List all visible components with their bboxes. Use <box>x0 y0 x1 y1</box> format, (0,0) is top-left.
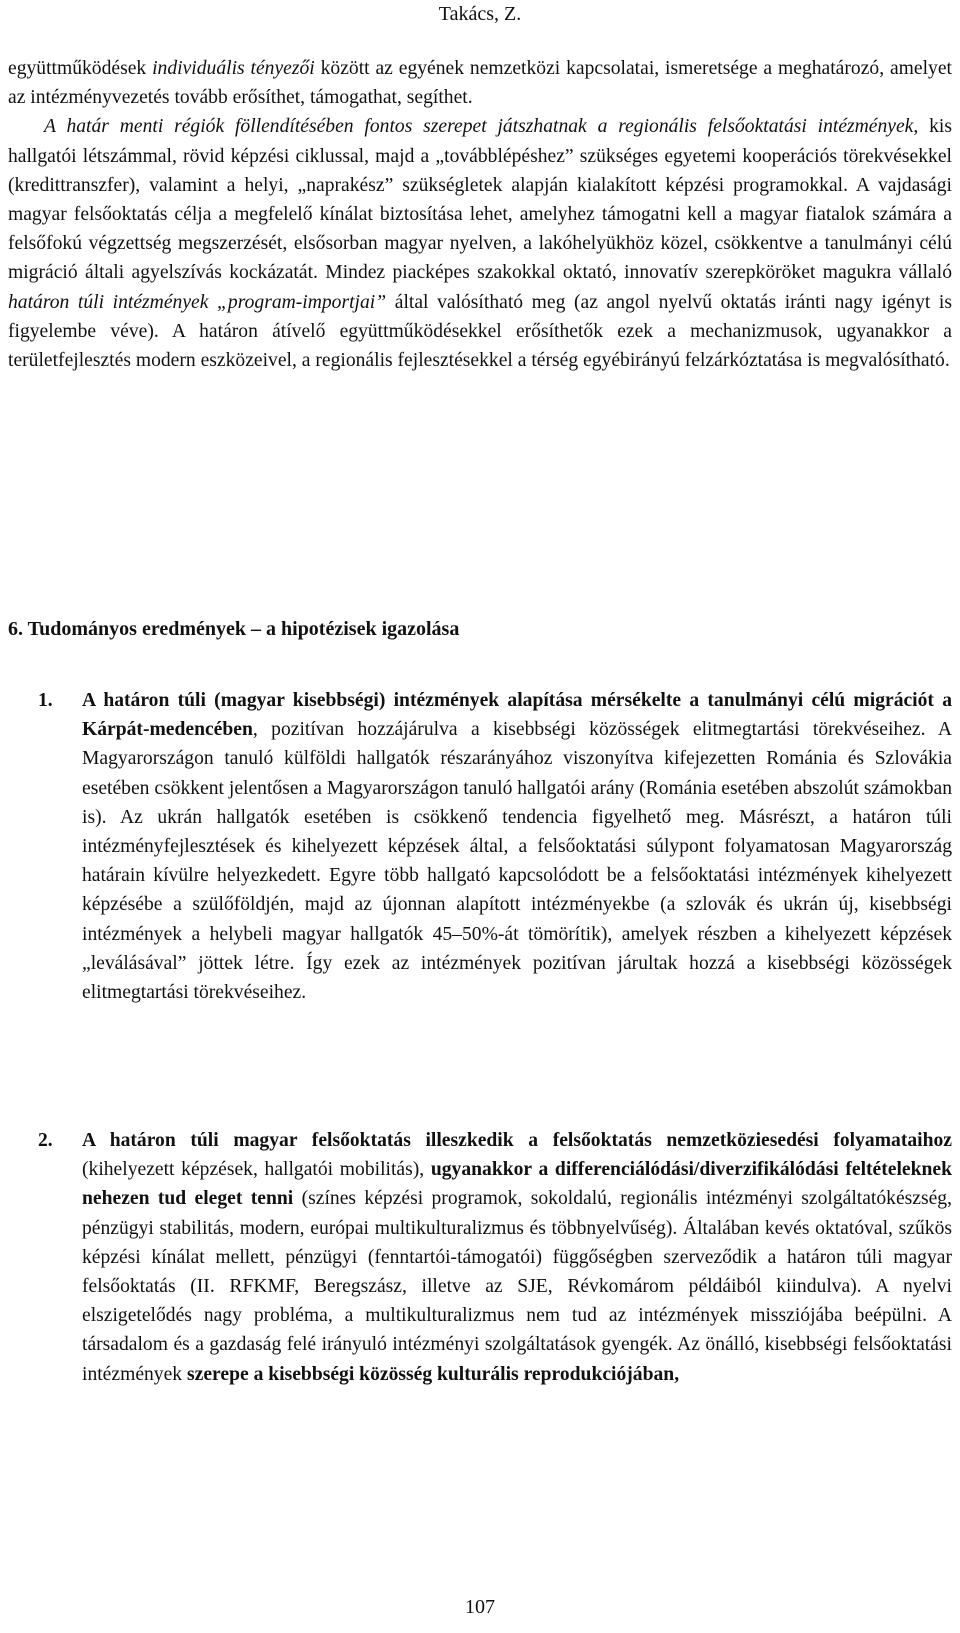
bold-run: A határon túli (magyar kisebbségi) intézmények alapítása mérsékelte a tanulmányi célú migrációt a Kárpát-medencében <box>82 690 952 741</box>
list-number: 1. <box>38 690 53 711</box>
paragraph-1 <box>8 54 952 112</box>
list-number: 2. <box>38 1130 53 1151</box>
italic-run: individuális tényezői <box>152 58 315 79</box>
section-heading: 6. Tudományos eredmények – a hipotézisek igazolása <box>8 618 460 640</box>
text-run: által valósítható meg (az angol nyelvű oktatás iránti nagy igényt is figyelembe véve). A határon átívelő együttműködésekkel erősíthetők ezek a mechanizmusok, ugyanakkor a területfejlesztés modern eszközeivel, a regionális fejlesztésekkel a térség egyébirányú felzárkóztatása is megvalósítható. <box>8 291 952 372</box>
list-item-text <box>82 686 952 1007</box>
text-run: között az egyének nemzetközi kapcsolatai, ismeretsége a meghatározó, amelyet az intézményvezetés tovább erősíthet, támogathat, segíthet. <box>8 58 952 109</box>
text-run: (kihelyezett képzések, hallgatói mobilitás), <box>82 1159 431 1181</box>
text-run: , kis hallgatói létszámmal, rövid képzési ciklussal, majd a „továbblépéshez” szükséges egyetemi kooperációs törekvésekkel (kredittranszfer), valamint a helyi, „naprakész” szükségletek alapján kialakított képzési programokkal. A vajdasági magyar felsőoktatás célja a megfelelő kínálat biztosítása lehet, amelyhez támogatni kell a magyar fiatalok számára a felsőfokú végzettség megszerzését, elsősorban magyar nyelven, a lakóhelyükhöz közel, csökkentve a tanulmányi célú migráció általi agyelszívás kockázatát. Mindez piacképes szakokkal oktató, innovatív szerepköröket magukra vállaló <box>8 116 952 284</box>
document-page <box>8 0 952 1633</box>
bold-run: A határon túli magyar felsőoktatás illeszkedik a felsőoktatás nemzetköziesedési folyamataihoz <box>82 1130 952 1151</box>
page-number: 107 <box>465 1596 495 1618</box>
running-head: Takács, Z. <box>438 3 522 25</box>
list-item-text <box>82 1126 952 1389</box>
text-run: , pozitívan hozzájárulva a kisebbségi közösségek elitmegtartási törekvéseihez. A Magyarországon tanuló külföldi hallgatók részarányához viszonyítva kifejezetten Románia és Szlovákia esetében csökkent jelentősen a Magyarországon tanuló hallgatói arány (Románia esetében abszolút számokban is). Az ukrán hallgatók esetében is csökkenő tendencia figyelhető meg. Másrészt, a határon túli intézményfejlesztések és kihelyezett képzések által, a felsőoktatási súlypont folyamatosan Magyarország határain kívülre helyezkedett. Egyre több hallgató kapcsolódott be a felsőoktatási intézmények kihelyezett képzésébe a szülőföldjén, majd az újonnan alapított intézményekbe (a szlovák és ukrán új, kisebbségi intézmények a helybeli magyar hallgatók 45–50%-át tömörítik), amelyek részben a kihelyezett képzések „leválásával” jöttek létre. Így ezek az intézmények pozitívan járultak hozzá a kisebbségi közösségek elitmegtartási törekvéseihez. <box>82 719 952 1004</box>
list-item-2 <box>8 1126 952 1389</box>
bold-run: ugyanakkor a differenciálódási/diverzifikálódási feltételeknek nehezen tud eleget tenni <box>82 1159 952 1210</box>
italic-run: határon túli intézmények „program-importjai” <box>8 291 387 313</box>
paragraph-2 <box>8 112 952 375</box>
bold-run: szerepe a kisebbségi közösség kulturális reprodukciójában, <box>187 1363 680 1385</box>
italic-run: A határ menti régiók föllendítésében fontos szerepet játszhatnak a regionális felsőoktatási intézmények <box>44 116 914 138</box>
text-run: együttműködések <box>8 58 153 79</box>
text-run: (színes képzési programok, sokoldalú, regionális intézményi szolgáltatókészség, pénzügyi stabilitás, modern, európai multikulturalizmus és többnyelvűség). Általában kevés oktatóval, szűkös képzési kínálat mellett, pénzügyi (fenntartói-támogatói) függőségben szerveződik a határon túli magyar felsőoktatás (II. RFKMF, Beregszász, illetve az SJE, Révkomárom példáiból kiindulva). A nyelvi elszigetelődés nagy probléma, a multikulturalizmus nem tud az intézmények missziójába beépülni. A társadalom és a gazdaság felé irányuló intézményi szolgáltatások gyengék. Az önálló, kisebbségi felsőoktatási intézmények <box>82 1188 952 1385</box>
list-item-1 <box>8 686 952 1007</box>
body-text <box>8 54 952 375</box>
